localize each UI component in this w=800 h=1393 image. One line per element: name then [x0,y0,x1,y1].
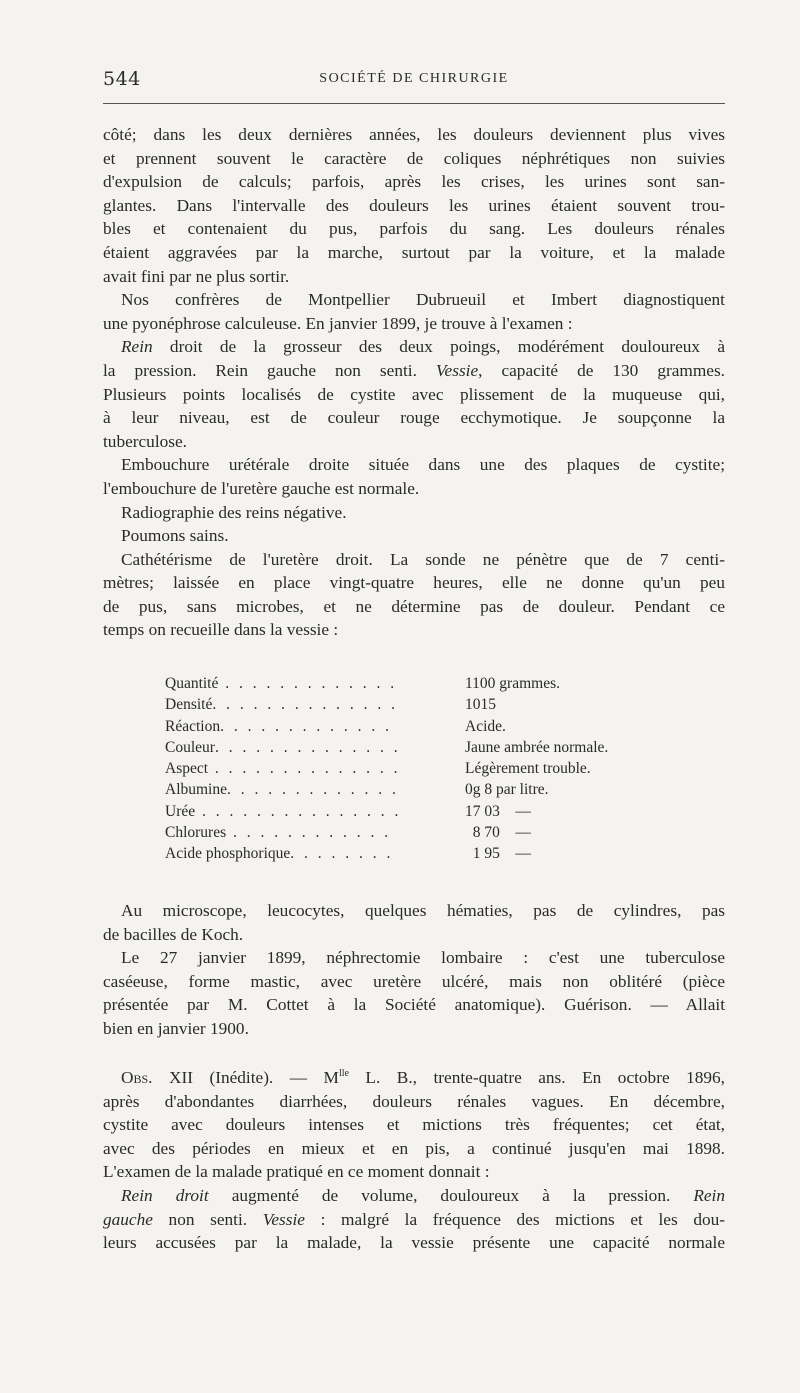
row-label [165,779,465,800]
label-text: Quantité [165,675,219,692]
label-text: Couleur [165,738,215,756]
table-row [165,758,665,779]
table-row [165,822,665,843]
text-line: d'expulsion de calculs; parfois, après les crises, les urines sont san- [103,172,725,192]
text-line: mètres; laissée en place vingt-quatre heures, elle ne donne qu'un peu [103,573,725,593]
text-line: à leur niveau, est de couleur rouge ecchymotique. Je soupçonne la [103,408,725,428]
gauche-label: gauche [103,1209,153,1229]
leader-dots: . . . . . . . . . . . . . [220,717,392,735]
observation-xii [103,1066,725,1184]
text-line: temps on recueille dans la vessie : [103,620,339,640]
label-text: Réaction [165,717,221,735]
text-line [103,1066,725,1090]
rein-label: Rein [121,337,153,357]
row-value: 0g 8 par litre. [465,781,549,799]
leader-dots: . . . . . . . . . . . . . . [214,738,401,756]
paragraph-last [103,1184,725,1255]
row-value: Jaune ambrée normale. [465,738,609,756]
body-text-top [103,123,725,642]
paragraph-1 [103,123,725,288]
table-row [165,673,665,694]
paragraph-9 [103,946,725,1040]
page-number: 544 [103,68,141,90]
text-line: cystite avec douleurs intenses et mictions très fréquentes; cet état, [103,1115,725,1135]
text-line: côté; dans les deux dernières années, les douleurs deviennent plus vives [103,125,725,144]
text-line: une pyonéphrose calculeuse. En janvier 1899, je trouve à l'examen : [103,313,573,333]
row-label [165,758,465,779]
text-line: glantes. Dans l'intervalle des douleurs les urines étaient souvent trou- [103,195,725,215]
row-label [165,801,465,822]
text-line: de bacilles de Koch. [103,924,244,944]
row-label [165,694,465,715]
text-line: étaient aggravées par la marche, surtout par la voiture, et la malade [103,242,725,262]
header-rule [103,103,725,104]
label-text: Aspect [165,760,209,778]
row-label [165,822,465,843]
text-line: avait fini par ne plus sortir. [103,266,290,286]
paragraph-6 [103,524,725,548]
text-line: Poumons sains. [121,526,229,546]
text-segment: : malgré la fréquence des mictions et les dou- [304,1209,725,1229]
leader-dots: . . . . . . . . . . . . . [227,781,399,799]
row-label [165,737,465,758]
vessie-label: Vessie [435,360,479,380]
text-segment: la pression. Rein gauche non senti. [103,360,436,380]
vessie-label: Vessie [262,1209,305,1229]
obs-label: Obs. XII [121,1068,193,1087]
paragraph-7 [103,548,725,642]
row-label [165,673,465,694]
leader-dots: . . . . . . . . . . . . . . . [195,802,402,820]
row-value: 8 70 — [465,824,531,842]
row-value: Légèrement trouble. [465,760,591,778]
table-row [165,801,665,822]
page-header [103,68,725,98]
urine-analysis-table [165,673,665,865]
row-value: 1100 grammes. [465,675,560,692]
text-line: l'embouchure de l'uretère gauche est normale. [103,478,420,498]
text-line [103,1208,725,1232]
row-value: 17 03 — [465,802,531,820]
text-segment: augmenté de volume, douloureux à la pression. [208,1185,694,1205]
text-line: L'examen de la malade pratiqué en ce moment donnait : [103,1162,490,1182]
text-segment: non senti. [152,1209,263,1229]
text-segment: L. B., trente-quatre ans. En octobre 1896, [348,1068,725,1087]
row-label [165,716,465,737]
text-line [103,335,725,359]
text-line: et prennent souvent le caractère de coliques néphrétiques non suivies [103,148,725,168]
text-line: Radiographie des reins négative. [121,502,347,522]
text-line: tuberculose. [103,431,187,451]
table-row [165,737,665,758]
leader-dots: . . . . . . . . [290,845,394,863]
superscript: lle [338,1068,349,1080]
body-text-middle [103,899,725,1041]
text-line: Le 27 janvier 1899, néphrectomie lombaire : c'est une tuberculose [121,948,725,968]
text-line [103,359,725,383]
row-value: Acide. [465,717,506,735]
label-text: Urée [165,802,196,820]
text-segment: droit de la grosseur des deux poings, modérément douloureux à [152,337,725,357]
leader-dots: . . . . . . . . . . . . . [218,675,398,692]
row-label [165,843,465,864]
running-title: SOCIÉTÉ DE CHIRURGIE [319,71,509,86]
paragraph-8 [103,899,725,946]
text-line: Nos confrères de Montpellier Dubrueuil et Imbert diagnostiquent [121,290,725,310]
leader-dots: . . . . . . . . . . . . . . [212,696,398,714]
text-line: Cathétérisme de l'uretère droit. La sonde ne pénètre que de 7 centi- [121,549,725,569]
text-line: Au microscope, leucocytes, quelques hématies, pas de cylindres, pas [121,901,725,920]
text-line [103,1184,725,1208]
row-value: 1 95 — [465,845,531,863]
table-row [165,779,665,800]
table-row [165,843,665,864]
label-text: Densité [165,696,213,714]
table-row [165,716,665,737]
text-line: caséeuse, forme mastic, avec uretère ulcéré, mais non oblitéré (pièce [103,971,725,991]
row-value: 1015 [465,696,496,714]
label-text: Acide phosphorique [165,845,291,863]
text-line: avec des périodes en mieux et en pis, a continué jusqu'en mai 1898. [103,1138,725,1158]
leader-dots: . . . . . . . . . . . . [226,824,392,842]
paragraph-4 [103,453,725,500]
text-line: bien en janvier 1900. [103,1018,249,1038]
body-text-bottom [103,1066,725,1255]
rein-droit-label: Rein droit [121,1185,209,1205]
label-text: Albumine [165,781,227,799]
text-segment: (Inédite). — M [192,1068,339,1087]
leader-dots: . . . . . . . . . . . . . . [208,760,401,778]
text-line: de pus, sans microbes, et ne détermine pas de douleur. Pendant ce [103,596,725,616]
text-line: bles et contenaient du pus, parfois du sang. Les douleurs rénales [103,219,725,239]
text-line: Plusieurs points localisés de cystite avec plissement de la muqueuse qui, [103,384,725,404]
text-line: Embouchure urétérale droite située dans une des plaques de cystite; [121,455,725,475]
paragraph-5 [103,501,725,525]
text-line: après d'abondantes diarrhées, douleurs rénales vagues. En décembre, [103,1091,725,1111]
label-text: Chlorures [165,824,227,842]
text-line: leurs accusées par la malade, la vessie présente une capacité normale [103,1233,725,1253]
paragraph-3 [103,335,725,453]
paragraph-2 [103,288,725,335]
table-row [165,694,665,715]
text-line: présentée par M. Cottet à la Société anatomique). Guérison. — Allait [103,995,725,1015]
rein-label: Rein [693,1185,725,1205]
text-segment: , capacité de 130 grammes. [478,360,725,380]
